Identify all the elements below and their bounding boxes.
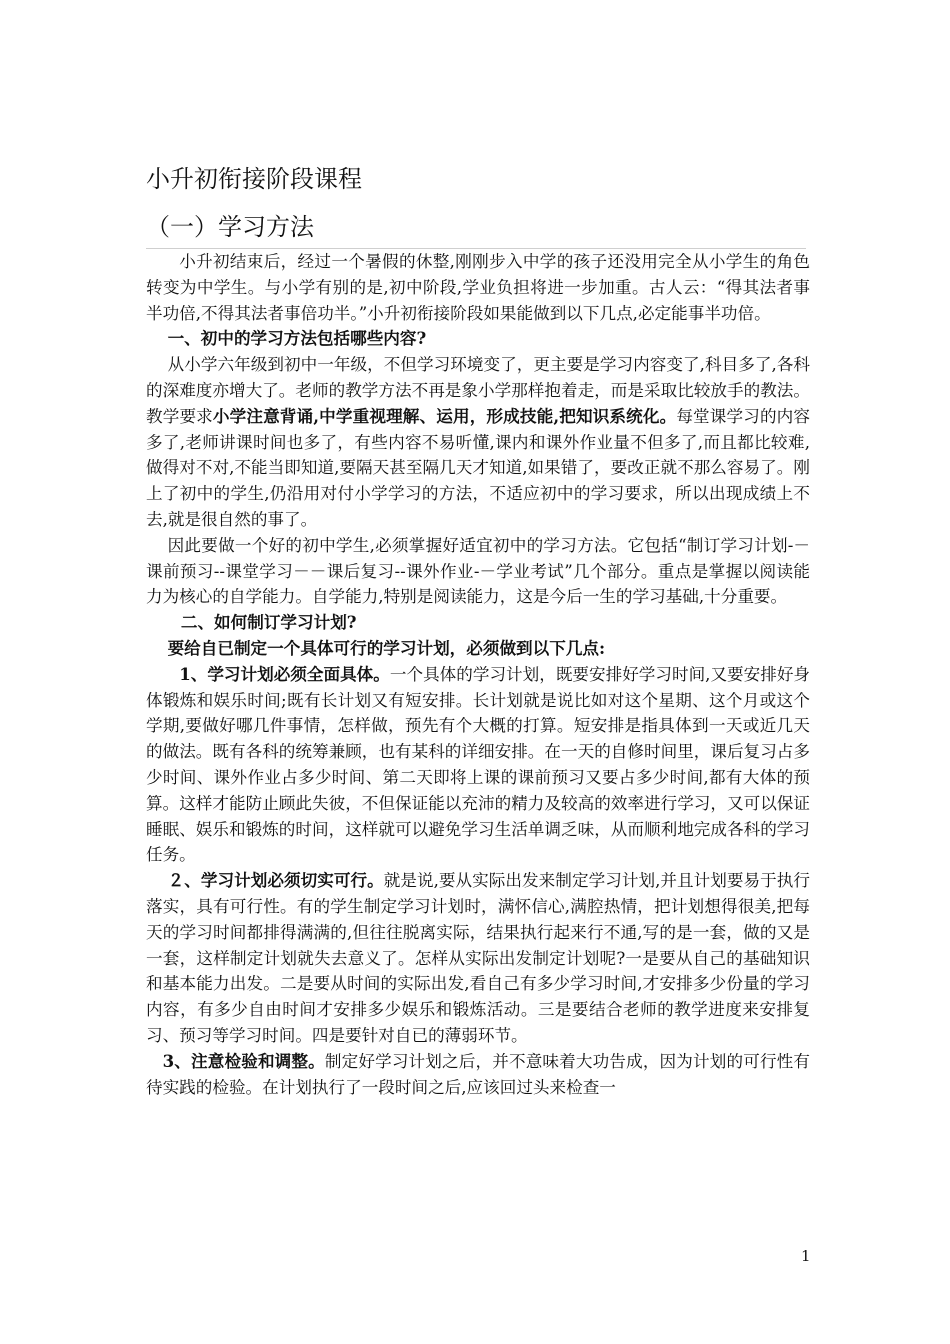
intro-paragraph: 小升初结束后，经过一个暑假的休整,刚刚步入中学的孩子还没用完全从小学生的角色转变为中学生。与小学有别的是,初中阶段,学业负担将进一步加重。古人云：“得其法者事半功倍,不得其法者事倍功半。”小升初衔接阶段如果能做到以下几点,必定能事半功倍。 bbox=[146, 252, 810, 323]
question-1-heading-text: 一、初中的学习方法包括哪些内容? bbox=[167, 328, 427, 349]
question-2-lead-text: 要给自已制定一个具体可行的学习计划，必须做到以下几点: bbox=[167, 637, 606, 658]
question-1-paragraph-1 bbox=[146, 352, 810, 533]
item-2-text: 就是说,要从实际出发来制定学习计划,并且计划要易于执行落实，具有可行性。有的学生制定学习计划时，满怀信心,满腔热情，把计划想得很美,把每天的学习时间都排得满满的,但往往脱离实际，结果执行起来行不通,写的是一套，做的又是一套，这样制定计划就失去意义了。怎样从实际出发制定计划呢?一是要从自己的基础知识和基本能力出发。二是要从时间的实际出发,看自己有多少学习时间,才安排多少份量的学习内容，有多少自由时间才安排多少娱乐和锻炼活动。三是要结合老师的教学进度来安排复习、预习等学习时间。四是要针对自已的薄弱环节。 bbox=[146, 871, 810, 1045]
item-1-text: 一个具体的学习计划，既要安排好学习时间,又要安排好身体锻炼和娱乐时间;既有长计划又有短安排。长计划就是说比如对这个星期、这个月或这个学期,要做好哪几件事情，怎样做，预先有个大概的打算。短安排是指具体到一天或近几天的做法。既有各科的统筹兼顾，也有某科的详细安排。在一天的自修时间里，课后复习占多少时间、课外作业占多少时间、第二天即将上课的课前预习又要占多少时间,都有大体的预算。这样才能防止顾此失彼，不但保证能以充沛的精力及较高的效率进行学习，又可以保证睡眠、娱乐和锻炼的时间，这样就可以避免学习生活单调乏味，从而顺利地完成各科的学习任务。 bbox=[146, 664, 811, 865]
item-2-heading: ２、学习计划必须切实可行。 bbox=[167, 870, 384, 891]
page-number: 1 bbox=[801, 1247, 811, 1265]
item-1-paragraph bbox=[146, 662, 810, 868]
question-2-heading bbox=[146, 610, 810, 636]
document-body bbox=[146, 249, 810, 1100]
question-2-heading-text: 二、如何制订学习计划? bbox=[180, 612, 357, 633]
section-title: （一）学习方法 bbox=[146, 213, 314, 241]
q1-p1-end: 每堂课学习的内容多了,老师讲课时间也多了，有些内容不易听懂,课内和课外作业量不但多了,而且都比较难,做得对不对,不能当即知道,要隔天甚至隔几天才知道,如果错了，要改正就不那么容易了。刚上了初中的学生,仍沿用对付小学学习的方法，不适应初中的学习要求，所以出现成绩上不去,就是很自然的事了。 bbox=[146, 406, 811, 529]
item-3-text: 制定好学习计划之后，并不意味着大功告成，因为计划的可行性有待实践的检验。在计划执行了一段时间之后,应该回过头来检查一 bbox=[146, 1051, 811, 1097]
question-2-lead bbox=[146, 636, 810, 662]
question-1-heading bbox=[146, 326, 810, 352]
document-title: 小升初衔接阶段课程 bbox=[146, 165, 362, 193]
item-3-heading: 3、注意检验和调整。 bbox=[162, 1050, 325, 1071]
item-2-paragraph bbox=[146, 868, 810, 1049]
item-1-heading: 1、学习计划必须全面具体。 bbox=[179, 663, 390, 684]
item-3-paragraph bbox=[146, 1049, 810, 1101]
q1-p1-emphasis: 小学注意背诵,中学重视理解、运用，形成技能,把知识系统化。 bbox=[212, 405, 677, 426]
q1-p1-start: 从小学六年级到初中一年级，不但学习环境变了，更主要是学习内容变了,科目多了,各科的深难度亦增大了。老师的教学方法不再是象小学那样抱着走，而是采取比较放手的教法。教学要求 bbox=[146, 355, 810, 426]
question-1-paragraph-2: 因此要做一个好的初中学生,必须掌握好适宜初中的学习方法。它包括“制订学习计划-－课前预习--课堂学习－－课后复习--课外作业-－学业考试”几个部分。重点是掌握以阅读能力为核心的自学能力。自学能力,特别是阅读能力，这是今后一生的学习基础,十分重要。 bbox=[146, 535, 810, 607]
